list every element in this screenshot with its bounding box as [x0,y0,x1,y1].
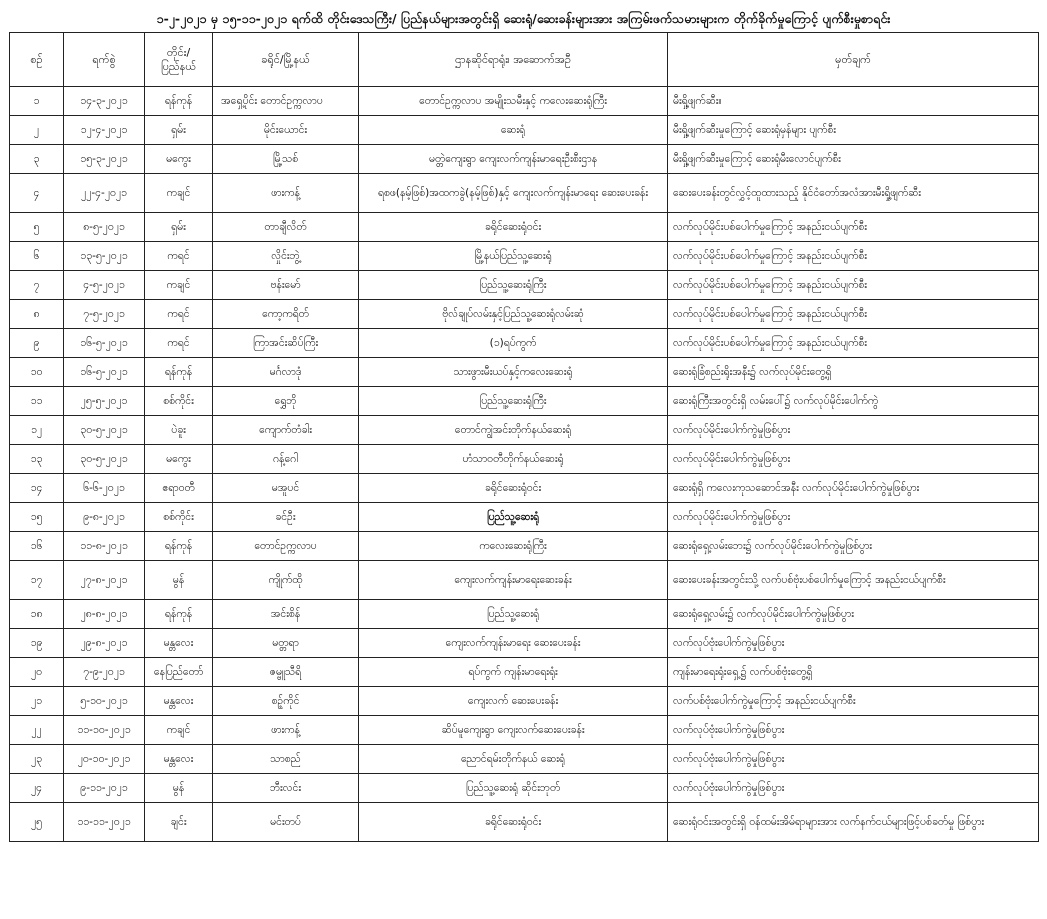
cell-region: ရန်ကုန် [145,358,213,387]
table-row [10,242,1039,271]
cell-township: မင်္ဂလာဒုံ [213,358,359,387]
cell-no: ၁၃ [10,445,64,474]
cell-no: ၁၇ [10,561,64,600]
table-row [10,445,1039,474]
cell-remark: လက်လုပ်ဗုံးပေါက်ကွဲမှုဖြစ်ပွား [668,716,1039,745]
cell-region: ကရင် [145,329,213,358]
cell-region: မွန် [145,561,213,600]
cell-facility: ခရိုင်ဆေးရုံဝင်း [359,803,668,842]
cell-township: အရှေ့ပိုင်း တောင်ဥက္ကလာပ [213,87,359,116]
cell-region: ကချင် [145,174,213,213]
cell-region: ရန်ကုန် [145,532,213,561]
cell-region: ကရင် [145,300,213,329]
cell-township: ဘီးလင်း [213,774,359,803]
cell-remark: လက်လုပ်ဗုံးပေါက်ကွဲမှုဖြစ်ပွား [668,629,1039,658]
cell-remark: လက်လုပ်မိုင်းပစ်ပေါက်မှုကြောင့် အနည်းငယ်ပျက်စီး [668,242,1039,271]
table-row [10,716,1039,745]
cell-region: ရှမ်း [145,213,213,242]
cell-date: ၁၂-၄-၂၀၂၁ [64,116,145,145]
table-row [10,532,1039,561]
cell-date: ၃၀-၅-၂၀၂၁ [64,445,145,474]
cell-township: တောင်ဥက္ကလာပ [213,532,359,561]
cell-date: ၂၂-၄-၂၀၂၁ [64,174,145,213]
cell-no: ၂၂ [10,716,64,745]
header-no: စဉ် [10,33,64,87]
table-row [10,87,1039,116]
cell-township: မြို့သစ် [213,145,359,174]
table-row [10,658,1039,687]
cell-township: ဇမ္ဗူသီရိ [213,658,359,687]
cell-township: အင်းစိန် [213,600,359,629]
cell-remark: လက်လုပ်မိုင်းပေါက်ကွဲမှုဖြစ်ပွား [668,445,1039,474]
cell-remark: ဆေးရုံရှိ ကလေးကုသဆောင်အနီး လက်လုပ်မိုင်းပေါက်ကွဲမှုဖြစ်ပွား [668,474,1039,503]
cell-remark: ဆေးရုံခြံစည်းရိုးအနီး၌ လက်လုပ်မိုင်းတွေ့ရှိ [668,358,1039,387]
cell-remark: ဆေးရုံရှေ့လမ်းဘေး၌ လက်လုပ်မိုင်းပေါက်ကွဲမှုဖြစ်ပွား [668,532,1039,561]
cell-region: ချင်း [145,803,213,842]
table-row [10,300,1039,329]
cell-remark: မီးရှို့ဖျက်ဆီးမှုကြောင့် ဆေးရုံမှန်များ ပျက်စီး [668,116,1039,145]
table-row [10,271,1039,300]
cell-remark: လက်လုပ်မိုင်းပစ်ပေါက်မှုကြောင့် အနည်းငယ်ပျက်စီး [668,213,1039,242]
cell-no: ၂၄ [10,774,64,803]
cell-no: ၁ [10,87,64,116]
cell-facility: ဆိပ်မူကျေးရွာ ကျေးလက်ဆေးပေးခန်း [359,716,668,745]
cell-date: ၈-၅-၂၀၂၁ [64,213,145,242]
cell-region: ပဲခူး [145,416,213,445]
cell-facility: ဟံသာဝတီတိုက်နယ်ဆေးရုံ [359,445,668,474]
cell-date: ၁၆-၅-၂၀၂၁ [64,329,145,358]
cell-date: ၁၄-၃-၂၀၂၁ [64,87,145,116]
cell-region: ဧရာဝတီ [145,474,213,503]
table-row [10,561,1039,600]
cell-township: စဉ့်ကိုင် [213,687,359,716]
cell-no: ၁၉ [10,629,64,658]
cell-date: ၇-၉-၂၀၂၁ [64,658,145,687]
cell-township: ကြာအင်းဆိပ်ကြီး [213,329,359,358]
cell-township: ကျိုက်ထို [213,561,359,600]
cell-remark: လက်လုပ်မိုင်းပစ်ပေါက်မှုကြောင့် အနည်းငယ်ပျက်စီး [668,329,1039,358]
cell-no: ၁၅ [10,503,64,532]
cell-facility: မြို့နယ်ပြည်သူ့ဆေးရုံ [359,242,668,271]
cell-date: ၇-၅-၂၀၂၁ [64,300,145,329]
cell-no: ၁၀ [10,358,64,387]
cell-date: ၁၅-၃-၂၀၂၁ [64,145,145,174]
cell-region: မန္တလေး [145,745,213,774]
page-title: ၁-၂-၂၀၂၁ မှ ၁၅-၁၁-၂၀၂၁ ရက်ထိ တိုင်းဒေသကြီး/ ပြည်နယ်များအတွင်းရှိ ဆေးရုံ/ဆေးခန်းများအား အကြမ်းဖက်သမားများက တိုက်ခိုက်မှုကြောင့် ပျက်စီးမှုစာရင်း [156,11,891,26]
cell-township: ဖားကန့် [213,174,359,213]
cell-region: ရန်ကုန် [145,87,213,116]
header-region: တိုင်း/ ပြည်နယ် [145,33,213,87]
cell-township: ကျောက်တံခါး [213,416,359,445]
cell-no: ၇ [10,271,64,300]
cell-facility: ခရိုင်ဆေးရုံဝင်း [359,474,668,503]
cell-date: ၆-၆-၂၀၂၁ [64,474,145,503]
cell-region: ကရင် [145,242,213,271]
table-row [10,416,1039,445]
cell-remark: ဆေးရုံရှေ့လမ်း၌ လက်လုပ်မိုင်းပေါက်ကွဲမှုဖြစ်ပွား [668,600,1039,629]
cell-date: ၁၁-၈-၂၀၂၁ [64,532,145,561]
table-row [10,174,1039,213]
cell-facility: ပြည်သူ့ဆေးရုံကြီး [359,387,668,416]
cell-facility: ဆေးရုံ [359,116,668,145]
cell-facility: ပြည်သူ့ဆေးရုံ ဆိုင်းဘုတ် [359,774,668,803]
cell-facility: တောင်ဥက္ကလာပ အမျိုးသမီးနှင့် ကလေးဆေးရုံကြီး [359,87,668,116]
table-row [10,116,1039,145]
cell-date: ၁၆-၅-၂၀၂၁ [64,358,145,387]
cell-township: ခင်ဦး [213,503,359,532]
header-date: ရက်စွဲ [64,33,145,87]
table-row [10,803,1039,842]
cell-facility: ရစဖ(နမ့်ဖြစ်)အထကခွဲ(နမ့်ဖြစ်)နှင့် ကျေးလက်ကျန်းမာရေး ဆေးပေးခန်း [359,174,668,213]
cell-no: ၂ [10,116,64,145]
table-body [10,87,1039,842]
cell-date: ၄-၅-၂၀၂၁ [64,271,145,300]
cell-no: ၅ [10,213,64,242]
cell-remark: လက်လုပ်ဗုံးပေါက်ကွဲမှုဖြစ်ပွား [668,745,1039,774]
cell-remark: လက်လုပ်မိုင်းပစ်ပေါက်မှုကြောင့် အနည်းငယ်ပျက်စီး [668,300,1039,329]
table-row [10,600,1039,629]
header-remark: မှတ်ချက် [668,33,1039,87]
cell-date: ၂၀-၁၀-၂၀၂၁ [64,745,145,774]
table-row [10,329,1039,358]
cell-remark: လက်လုပ်ဗုံးပေါက်ကွဲမှုဖြစ်ပွား [668,774,1039,803]
cell-remark: ဆေးပေးခန်းတွင်လွှင့်ထူထားသည့် နိုင်ငံတော်အလံအားမီးရှို့ဖျက်ဆီး [668,174,1039,213]
table-row [10,213,1039,242]
cell-township: ဖားကန့် [213,716,359,745]
table-row [10,387,1039,416]
cell-facility: ကလေးဆေးရုံကြီး [359,532,668,561]
cell-no: ၁၈ [10,600,64,629]
table-row [10,145,1039,174]
cell-facility: ကျေးလက်ကျန်းမာရေး ဆေးပေးခန်း [359,629,668,658]
cell-date: ၃၀-၅-၂၀၂၁ [64,416,145,445]
cell-no: ၁၁ [10,387,64,416]
cell-date: ၁၃-၅-၂၀၂၁ [64,242,145,271]
cell-no: ၂၅ [10,803,64,842]
cell-facility: ပြည်သူ့ဆေးရုံ [359,503,668,532]
table-row [10,629,1039,658]
cell-no: ၂၀ [10,658,64,687]
cell-facility: ပြည်သူ့ဆေးရုံကြီး [359,271,668,300]
cell-no: ၄ [10,174,64,213]
cell-township: မတ္တရာ [213,629,359,658]
header-facility: ဌာနဆိုင်ရာရုံး၊ အဆောက်အဦ [359,33,668,87]
cell-remark: လက်ပစ်ဗုံးပေါက်ကွဲမှုကြောင့် အနည်းငယ်ပျက်စီး [668,687,1039,716]
cell-date: ၂၉-၈-၂၀၂၁ [64,629,145,658]
cell-township: မင်းတပ် [213,803,359,842]
cell-facility: (၁)ရပ်ကွက် [359,329,668,358]
cell-region: ကချင် [145,716,213,745]
cell-date: ၂၈-၈-၂၀၂၁ [64,600,145,629]
cell-remark: ဆေးရုံကြီးအတွင်းရှိ လမ်းပေါ်၌ လက်လုပ်မိုင်းပေါက်ကွဲ [668,387,1039,416]
cell-township: သာစည် [213,745,359,774]
cell-township: မအူပင် [213,474,359,503]
cell-township: ကော့ကရိတ် [213,300,359,329]
cell-no: ၂၃ [10,745,64,774]
cell-date: ၁၁-၁၁-၂၀၂၁ [64,803,145,842]
cell-township: လှိုင်းဘွဲ့ [213,242,359,271]
cell-no: ၁၄ [10,474,64,503]
cell-no: ၈ [10,300,64,329]
cell-date: ၉-၈-၂၀၂၁ [64,503,145,532]
cell-no: ၁၂ [10,416,64,445]
cell-facility: ကျေးလက်ကျန်းမာရေးဆေးခန်း [359,561,668,600]
cell-facility: ပြည်သူ့ဆေးရုံ [359,600,668,629]
cell-township: ရွှေဘို [213,387,359,416]
table-row [10,503,1039,532]
cell-region: စစ်ကိုင်း [145,387,213,416]
table-header-row [10,33,1039,87]
cell-date: ၉-၁၁-၂၀၂၁ [64,774,145,803]
damage-table [9,32,1039,842]
cell-no: ၂၁ [10,687,64,716]
table-row [10,474,1039,503]
cell-facility: ရပ်ကွက် ကျန်းမာရေးရုံး [359,658,668,687]
cell-region: မန္တလေး [145,687,213,716]
cell-township: ဂန့်ဂေါ [213,445,359,474]
cell-date: ၂၇-၈-၂၀၂၁ [64,561,145,600]
cell-date: ၂၅-၅-၂၀၂၁ [64,387,145,416]
cell-facility: မတ္တဲကျေးရွာ ကျေးလက်ကျန်းမာရေးဦးစီးဌာန [359,145,668,174]
cell-remark: လက်လုပ်မိုင်းပစ်ပေါက်မှုကြောင့် အနည်းငယ်ပျက်စီး [668,271,1039,300]
cell-remark: ကျန်းမာရေးရုံးရှေ့၌ လက်ပစ်ဗုံးတွေ့ရှိ [668,658,1039,687]
cell-remark: ဆေးပေးခန်းအတွင်းသို့ လက်ပစ်ဗုံးပစ်ပေါက်မှုကြောင့် အနည်းငယ်ပျက်စီး [668,561,1039,600]
header-township: ခရိုင်/မြို့နယ် [213,33,359,87]
cell-remark: မီးရှို့ဖျက်ဆီး။ [668,87,1039,116]
cell-no: ၁၆ [10,532,64,561]
cell-region: ရှမ်း [145,116,213,145]
cell-region: ရန်ကုန် [145,600,213,629]
cell-region: မကွေး [145,445,213,474]
cell-no: ၆ [10,242,64,271]
cell-remark: လက်လုပ်မိုင်းပေါက်ကွဲမှုဖြစ်ပွား [668,416,1039,445]
table-row [10,358,1039,387]
cell-region: မွန် [145,774,213,803]
cell-region: မကွေး [145,145,213,174]
cell-facility: သားဖွားမီးယပ်နှင့်ကလေးဆေးရုံ [359,358,668,387]
cell-facility: ညောင်ရမ်းတိုက်နယ် ဆေးရုံ [359,745,668,774]
cell-township: ဗန်းမော် [213,271,359,300]
cell-remark: ဆေးရုံဝင်းအတွင်းရှိ ဝန်ထမ်းအိမ်ရာများအား လက်နက်ငယ်များဖြင့်ပစ်ခတ်မှု ဖြစ်ပွား [668,803,1039,842]
cell-facility: တောင်ကျွဲအင်းတိုက်နယ်ဆေးရုံ [359,416,668,445]
cell-township: တာချီလိတ် [213,213,359,242]
cell-facility: ဗိုလ်ချုပ်လမ်းနှင့်ပြည်သူ့ဆေးရုံလမ်းဆုံ [359,300,668,329]
cell-facility: ခရိုင်ဆေးရုံဝင်း [359,213,668,242]
cell-region: စစ်ကိုင်း [145,503,213,532]
table-row [10,745,1039,774]
table-row [10,774,1039,803]
cell-no: ၉ [10,329,64,358]
cell-region: မန္တလေး [145,629,213,658]
cell-no: ၃ [10,145,64,174]
cell-date: ၁၁-၁၀-၂၀၂၁ [64,716,145,745]
cell-region: ကချင် [145,271,213,300]
cell-remark: လက်လုပ်မိုင်းပေါက်ကွဲမှုဖြစ်ပွား [668,503,1039,532]
cell-facility: ကျေးလက် ဆေးပေးခန်း [359,687,668,716]
cell-remark: မီးရှို့ဖျက်ဆီးမှုကြောင့် ဆေးရုံမီးလောင်ပျက်စီး [668,145,1039,174]
cell-date: ၅-၁၀-၂၀၂၁ [64,687,145,716]
table-row [10,687,1039,716]
cell-township: မိုင်းယောင်း [213,116,359,145]
cell-region: နေပြည်တော် [145,658,213,687]
